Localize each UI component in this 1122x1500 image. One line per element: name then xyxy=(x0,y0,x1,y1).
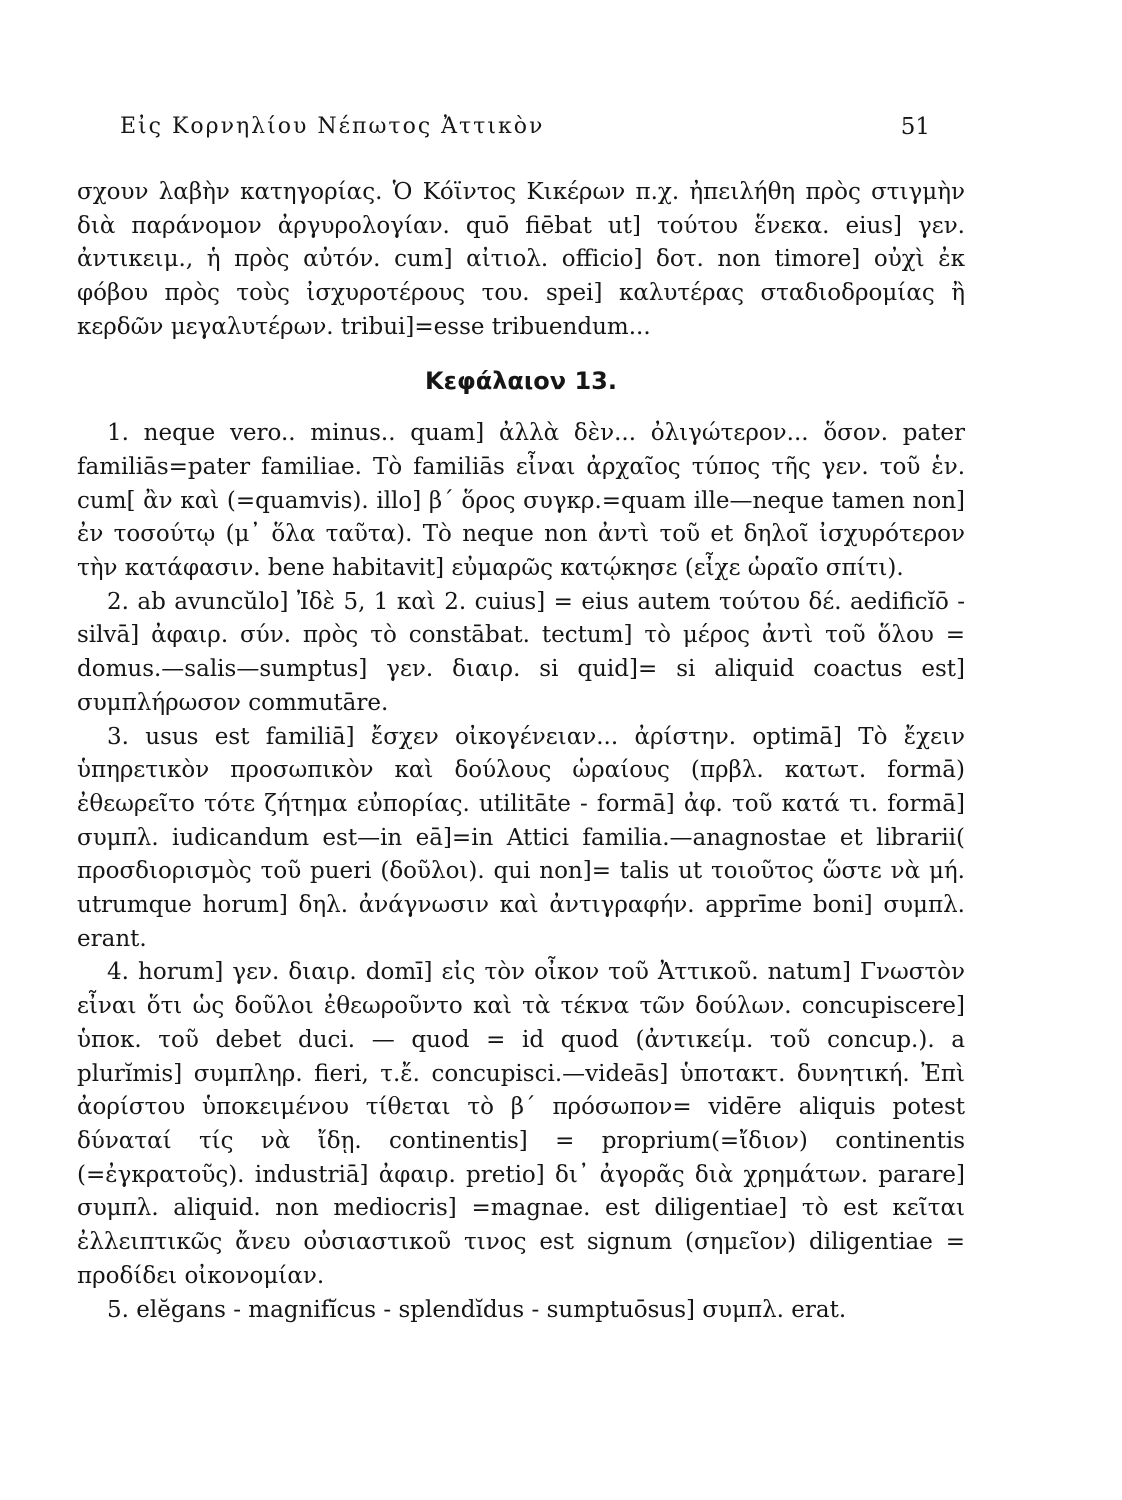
section-2-paragraph: 2. ab avuncŭlo] Ἰδὲ 5, 1 καὶ 2. cuius] = eius autem τούτου δέ. aedificĭō - silvā] ἀφαιρ. σύν. πρὸς τὸ constābat. tectum] τὸ μέρος ἀντὶ τοῦ ὅλου = domus.—salis—sumptus] γεν. διαιρ. si quid]= si aliquid coactus est] συμπλήρωσον commutāre. xyxy=(77,588,965,716)
section-3-paragraph: 3. usus est familiā] ἔσχεν οἰκογένειαν... ἀρίστην. optimā] Τὸ ἔχειν ὑπηρετικὸν προσωπικὸν καὶ δούλους ὡραίους (πρβλ. κατωτ. formā) ἐθεωρεῖτο τότε ζήτημα εὐπορίας. utilitāte - formā] ἀφ. τοῦ κατά τι. formā] συμπλ. iudicandum est—in eā]=in Attici familia.—anagnostae et librarii( προσδιορισμὸς τοῦ pueri (δοῦλοι). qui non]= talis ut τοιοῦτος ὥστε νὰ μή. utrumque horum] δηλ. ἀνάγνωσιν καὶ ἀντιγραφήν. apprīme boni] συμπλ. erant. xyxy=(77,723,965,952)
running-head xyxy=(120,114,930,146)
section-5-paragraph: 5. elĕgans - magnifĭcus - splendĭdus - sumptuōsus] συμπλ. erat. xyxy=(107,1296,847,1323)
section-1-paragraph: 1. neque vero.. minus.. quam] ἀλλὰ δὲν... ὀλιγώτερον... ὅσον. pater familiās=pater familiae. Τὸ familiās εἶναι ἀρχαῖος τύπος τῆς γεν. τοῦ ἑν. cum[ ἂν καὶ (=quamvis). illo] β΄ ὅρος συγκρ.=quam ille—neque tamen non] ἐν τοσούτῳ (μ᾿ ὅλα ταῦτα). Τὸ neque non ἀντὶ τοῦ et δηλοῖ ἰσχυρότερον τὴν κατάφασιν. bene habitavit] εὐμαρῶς κατῴκησε (εἶχε ὡραῖο σπίτι). xyxy=(77,420,965,582)
section-4-paragraph: 4. horum] γεν. διαιρ. domī] εἰς τὸν οἶκον τοῦ Ἀττικοῦ. natum] Γνωστὸν εἶναι ὅτι ὡς δοῦλοι ἐθεωροῦντο καὶ τὰ τέκνα τῶν δούλων. concupiscere] ὑποκ. τοῦ debet duci. — quod = id quod (ἀντικείμ. τοῦ concup.). a plurĭmis] συμπληρ. fieri, τ.ἔ. concupisci.—videās] ὑποτακτ. δυνητική. Ἐπὶ ἀορίστου ὑποκειμένου τίθεται τὸ β΄ πρόσωπον= vidēre aliquis potest δύναταί τίς νὰ ἴδῃ. continentis] = proprium(=ἴδιον) continentis (=ἐγκρατοῦς). industriā] ἀφαιρ. pretio] δι᾿ ἀγορᾶς διὰ χρημάτων. parare] συμπλ. aliquid. non mediocris] =magnae. est diligentiae] τὸ est κεῖται ἐλλειπτικῶς ἄνευ οὐσιαστικοῦ τινος est signum (σημεῖον) diligentiae = προδίδει οἰκονομίαν. xyxy=(77,959,965,1289)
intro-paragraph: σχουν λαβὴν κατηγορίας. Ὁ Κόϊντος Κικέρων π.χ. ἠπειλήθη πρὸς στιγμὴν διὰ παράνομον ἀργυρολογίαν. quō fiēbat ut] τούτου ἕνεκα. eius] γεν. ἀντικειμ., ἡ πρὸς αὐτόν. cum] αἰτιολ. officio] δοτ. non timore] οὐχὶ ἐκ φόβου πρὸς τοὺς ἰσχυροτέρους του. spei] καλυτέρας σταδιοδρομίας ἢ κερδῶν μεγαλυτέρων. tribui]=esse tribuendum... xyxy=(77,179,965,340)
running-title: Εἰς Κορνηλίου Νέπωτος Ἀττικὸν xyxy=(120,114,545,139)
chapter-heading: Κεφάλαιον 13. xyxy=(425,366,617,395)
page-body xyxy=(77,176,965,1327)
page-number: 51 xyxy=(900,114,930,140)
